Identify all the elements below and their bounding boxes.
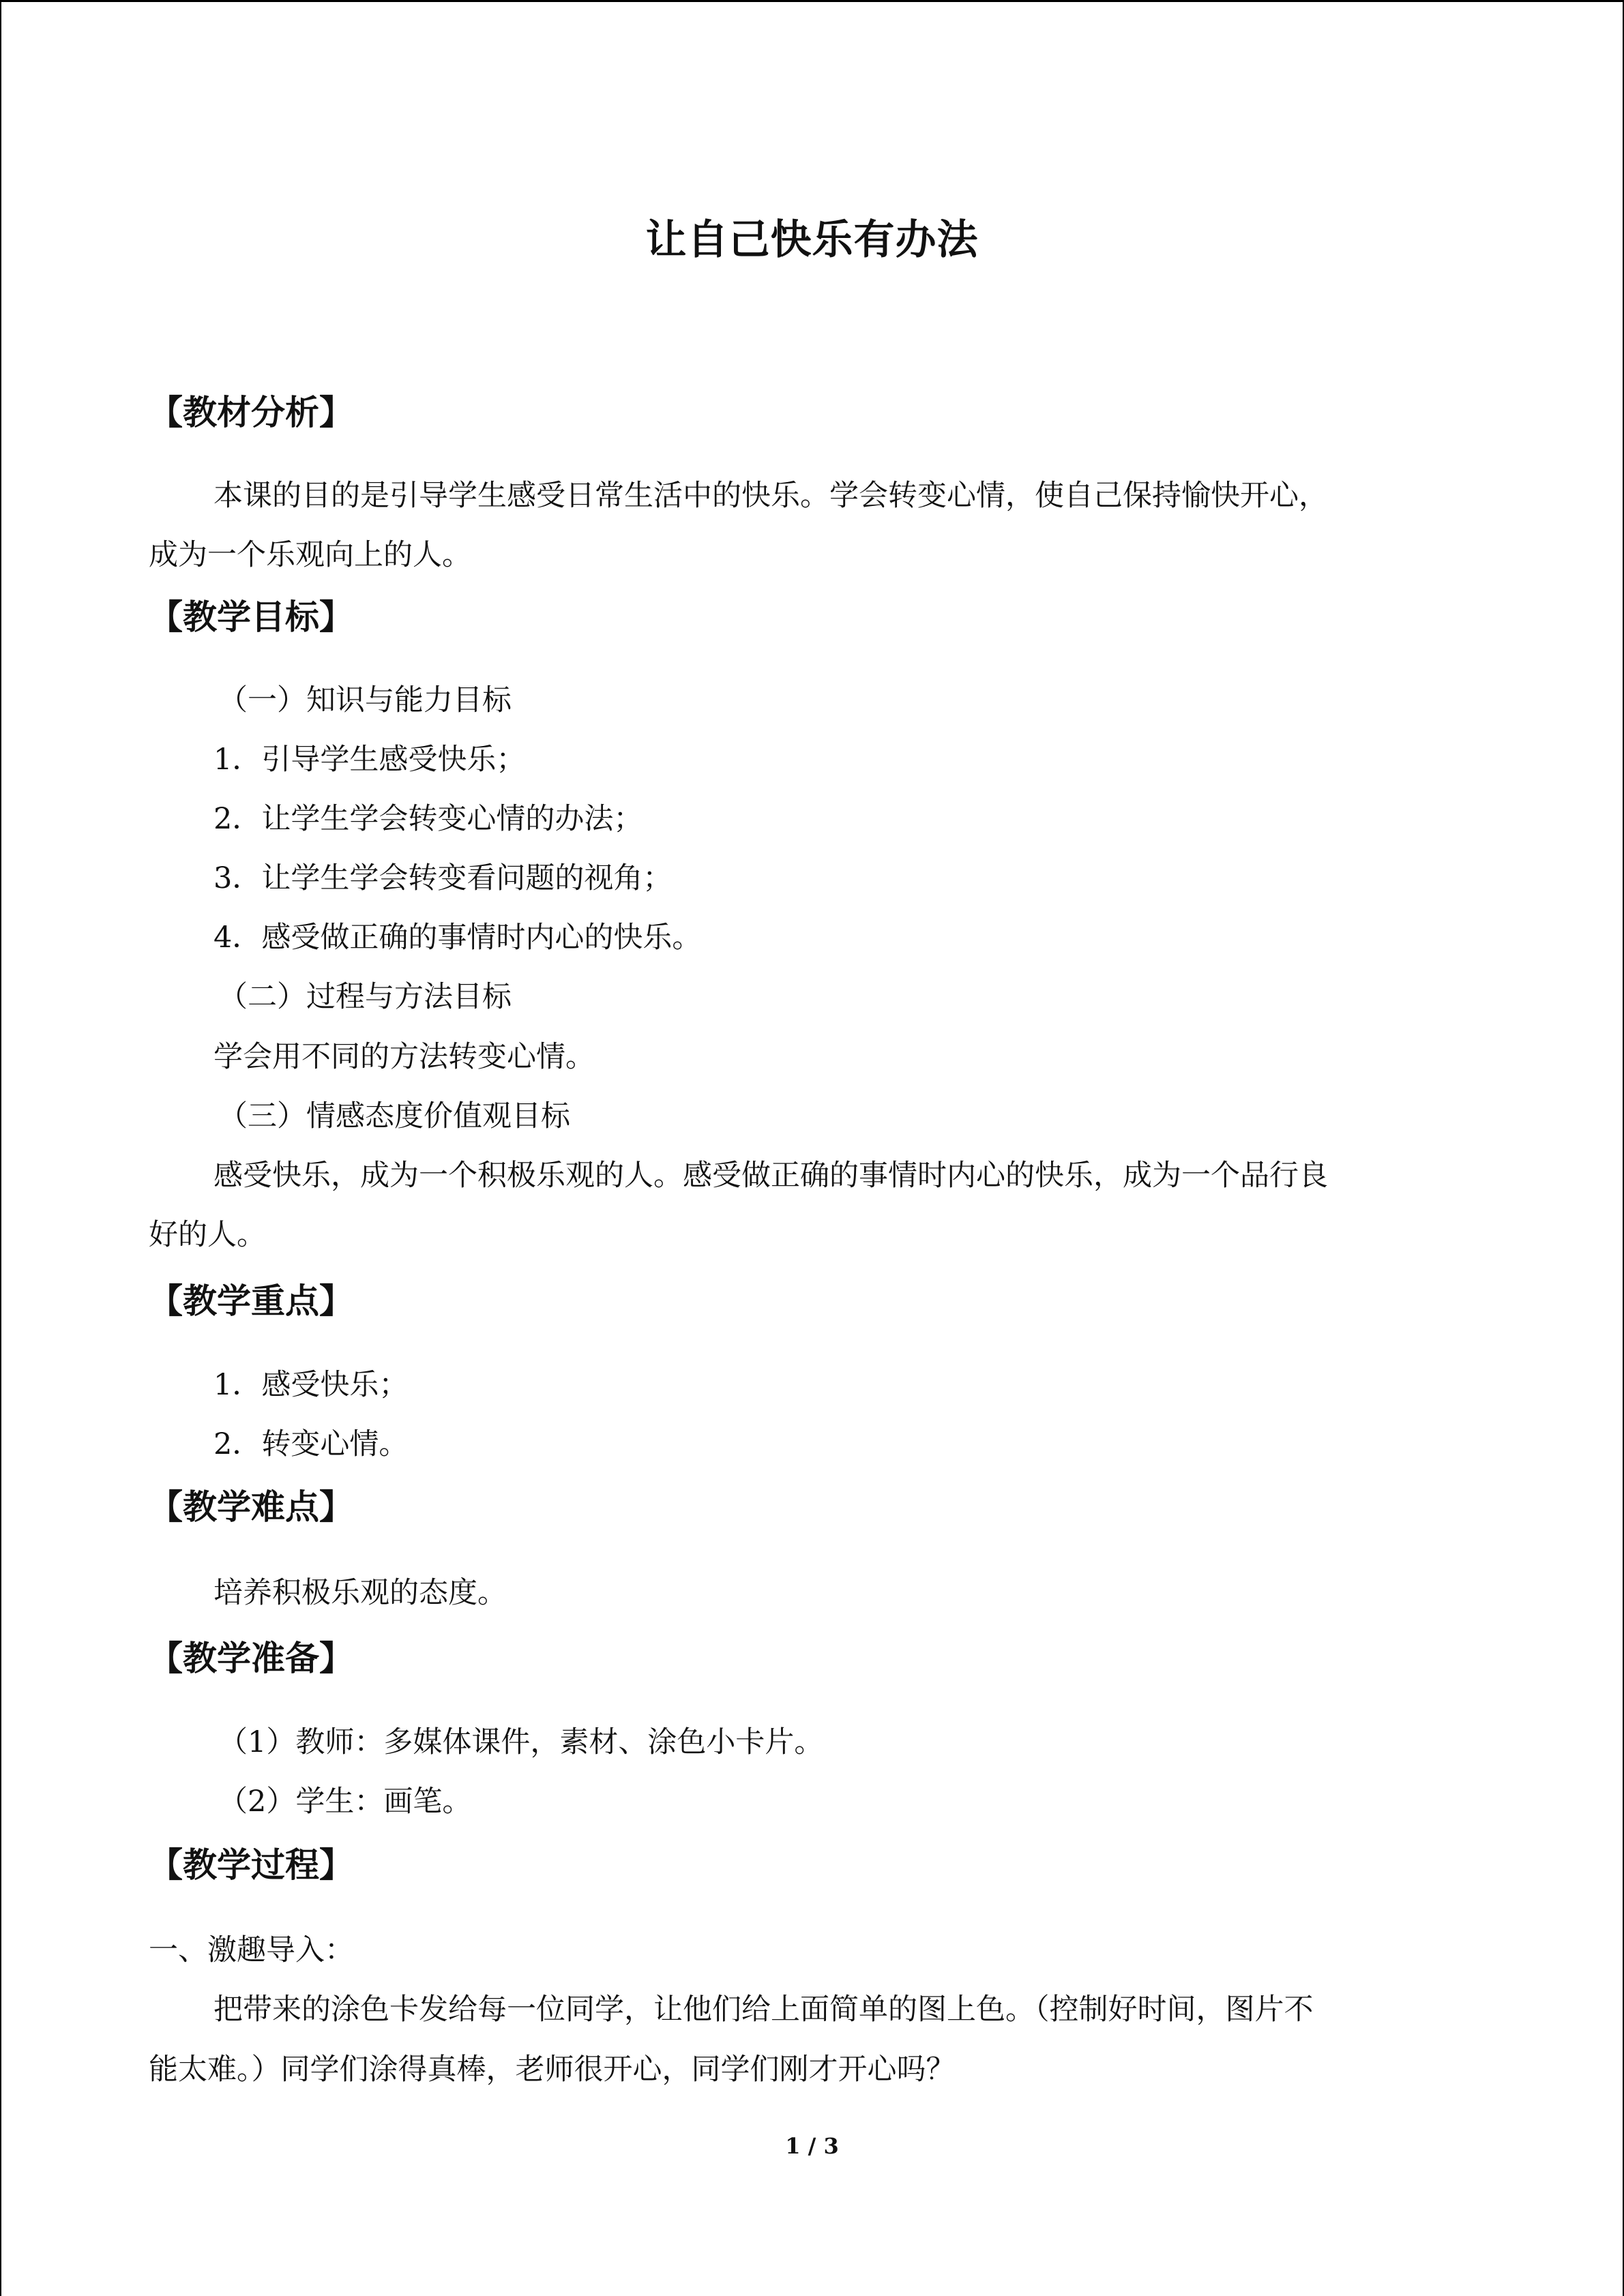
- key-point-item-1: 1．感受快乐；: [213, 1368, 409, 1402]
- heading-teaching-key-points: 【教学重点】: [149, 1281, 353, 1321]
- process-step-1-title: 一、激趣导入：: [149, 1933, 354, 1967]
- objectives-subheading-knowledge: （一）知识与能力目标: [218, 683, 512, 717]
- objectives-values-line-2: 好的人。: [149, 1218, 266, 1252]
- difficulty-text: 培养积极乐观的态度。: [213, 1576, 507, 1610]
- preparation-teacher: （1）教师：多媒体课件，素材、涂色小卡片。: [218, 1725, 824, 1759]
- heading-teaching-preparation: 【教学准备】: [149, 1639, 353, 1678]
- process-step-1-line-2: 能太难。）同学们涂得真棒，老师很开心，同学们刚才开心吗？: [149, 2053, 956, 2087]
- page-border-left: [0, 0, 1, 2296]
- heading-teaching-objectives: 【教学目标】: [149, 597, 353, 637]
- objectives-values-line-1: 感受快乐，成为一个积极乐观的人。感受做正确的事情时内心的快乐，成为一个品行良: [213, 1159, 1328, 1193]
- document-title: 让自己快乐有办法: [645, 216, 979, 264]
- page-border-top: [0, 0, 1624, 2]
- heading-textbook-analysis: 【教材分析】: [149, 393, 353, 432]
- preparation-student: （2）学生：画笔。: [218, 1785, 472, 1819]
- objectives-item-3: 3．让学生学会转变看问题的视角；: [213, 861, 673, 895]
- objectives-subheading-process: （二）过程与方法目标: [218, 980, 512, 1014]
- analysis-paragraph-line-1: 本课的目的是引导学生感受日常生活中的快乐。学会转变心情，使自己保持愉快开心，: [213, 479, 1328, 513]
- heading-teaching-difficulties: 【教学难点】: [149, 1487, 353, 1527]
- heading-teaching-process: 【教学过程】: [149, 1845, 353, 1885]
- objectives-process-text: 学会用不同的方法转变心情。: [213, 1040, 595, 1074]
- objectives-item-2: 2．让学生学会转变心情的办法；: [213, 802, 643, 836]
- objectives-item-1: 1．引导学生感受快乐；: [213, 743, 526, 777]
- analysis-paragraph-line-2: 成为一个乐观向上的人。: [149, 538, 471, 572]
- key-point-item-2: 2．转变心情。: [213, 1427, 409, 1461]
- objectives-item-4: 4．感受做正确的事情时内心的快乐。: [213, 921, 702, 955]
- page-number: 1 / 3: [785, 2133, 839, 2159]
- objectives-subheading-values: （三）情感态度价值观目标: [218, 1099, 570, 1133]
- process-step-1-line-1: 把带来的涂色卡发给每一位同学，让他们给上面简单的图上色。（控制好时间，图片不: [213, 1993, 1314, 2027]
